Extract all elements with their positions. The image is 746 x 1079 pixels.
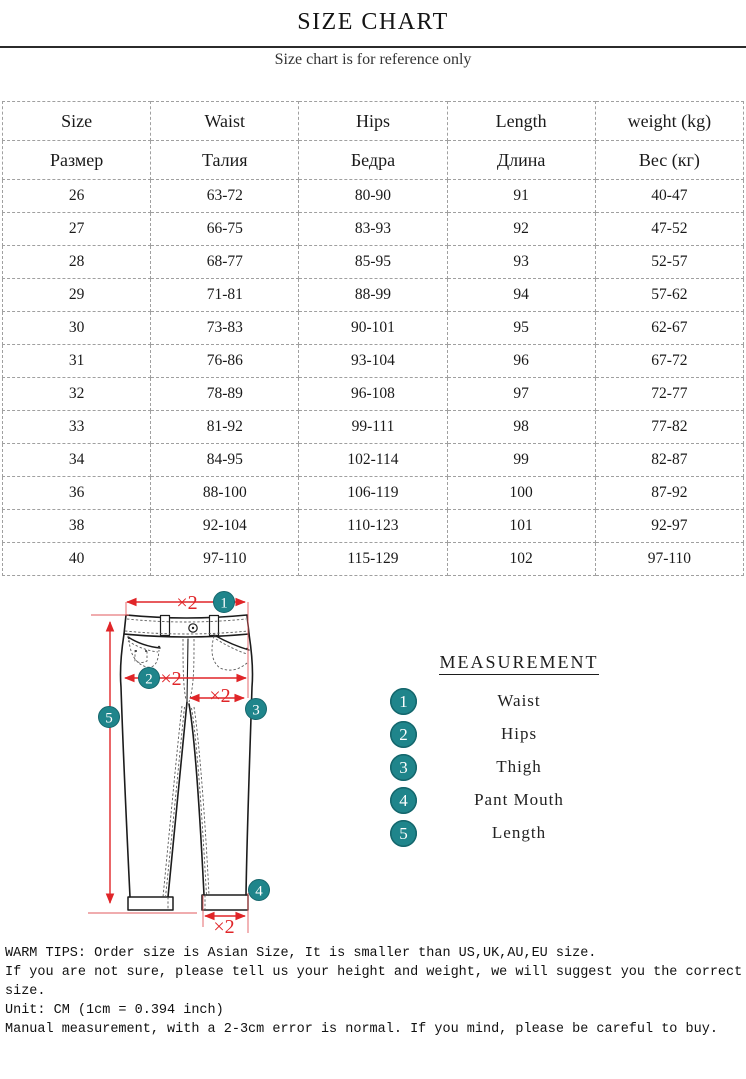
- size-table-header-cell-ru: Талия: [151, 141, 299, 180]
- legend-number-badge: 1: [390, 688, 417, 715]
- header-row-english: [3, 102, 744, 141]
- waist-x2-label: ×2: [176, 592, 198, 614]
- size-table-cell: 92-97: [595, 510, 743, 543]
- legend-item-length: [388, 820, 650, 847]
- table-row: [3, 378, 744, 411]
- size-table-header-cell-ru: Вес (кг): [595, 141, 743, 180]
- belt-loop: [210, 616, 219, 636]
- measurement-legend-heading: [388, 652, 650, 675]
- warm-tips: [5, 944, 745, 1039]
- waist-button-dot: [192, 627, 194, 629]
- size-table-header-cell: Waist: [151, 102, 299, 141]
- size-table-cell: 31: [3, 345, 151, 378]
- left-cuff: [128, 897, 173, 910]
- table-row: [3, 180, 744, 213]
- size-table-cell: 99: [447, 444, 595, 477]
- size-table-cell: 92-104: [151, 510, 299, 543]
- pants-outline-art: [120, 615, 252, 910]
- legend-number-badge: 3: [390, 754, 417, 781]
- legend-item-label: Thigh: [496, 757, 542, 776]
- legend-number-badge: 4: [390, 787, 417, 814]
- left-inseam: [168, 702, 187, 897]
- legend-item-hips: [388, 721, 650, 748]
- size-table-header-cell-ru: Бедра: [299, 141, 447, 180]
- legend-item-thigh: [388, 754, 650, 781]
- marker-4: 4: [255, 883, 263, 900]
- measurement-legend-heading-text: MEASUREMENT: [439, 652, 598, 675]
- size-table-header-cell: Size: [3, 102, 151, 141]
- size-table-cell: 93: [447, 246, 595, 279]
- warm-tips-line: size.: [5, 984, 46, 999]
- pants-stitching: [125, 619, 248, 910]
- size-table-cell: 40: [3, 543, 151, 576]
- legend-item-waist: [388, 688, 650, 715]
- legend-item-label: Length: [491, 823, 547, 842]
- size-table-cell: 67-72: [595, 345, 743, 378]
- size-table-cell: 88-100: [151, 477, 299, 510]
- legend-item-label: Hips: [500, 724, 538, 743]
- marker-5: 5: [105, 710, 113, 727]
- table-row: [3, 543, 744, 576]
- size-table-cell: 52-57: [595, 246, 743, 279]
- belt-loop: [161, 616, 170, 636]
- size-table-cell: 26: [3, 180, 151, 213]
- size-table-cell: 80-90: [299, 180, 447, 213]
- table-row: [3, 444, 744, 477]
- right-outer-seam: [246, 634, 253, 895]
- size-table-cell: 106-119: [299, 477, 447, 510]
- size-table-cell: 100: [447, 477, 595, 510]
- size-table-cell: 83-93: [299, 213, 447, 246]
- legend-number-badge: 5: [390, 820, 417, 847]
- size-table-cell: 88-99: [299, 279, 447, 312]
- legend-number-badge: 2: [390, 721, 417, 748]
- size-table-cell: 102-114: [299, 444, 447, 477]
- waistband: [124, 615, 249, 637]
- legend-item-label: Waist: [497, 691, 541, 710]
- size-table-cell: 28: [3, 246, 151, 279]
- size-table-cell: 97: [447, 378, 595, 411]
- size-table-cell: 101: [447, 510, 595, 543]
- size-table-header-cell: Length: [447, 102, 595, 141]
- size-table-cell: 76-86: [151, 345, 299, 378]
- table-row: [3, 312, 744, 345]
- marker-3: 3: [252, 702, 260, 719]
- thigh-x2-label: ×2: [209, 685, 231, 707]
- size-table-header-cell-ru: Длина: [447, 141, 595, 180]
- left-outer-seam: [120, 634, 130, 897]
- table-row: [3, 510, 744, 543]
- size-table-cell: 57-62: [595, 279, 743, 312]
- table-row: [3, 213, 744, 246]
- size-table-cell: 40-47: [595, 180, 743, 213]
- size-table-cell: 72-77: [595, 378, 743, 411]
- page-subtitle: Size chart is for reference only: [274, 51, 472, 68]
- size-table-cell: 92: [447, 213, 595, 246]
- warm-tips-line: WARM TIPS: Order size is Asian Size, It is smaller than US,UK,AU,EU size.: [5, 946, 597, 961]
- size-table-cell: 47-52: [595, 213, 743, 246]
- size-table-cell: 81-92: [151, 411, 299, 444]
- size-table-cell: 33: [3, 411, 151, 444]
- size-table-cell: 73-83: [151, 312, 299, 345]
- marker-1: 1: [220, 595, 228, 612]
- measurement-hairlines: [88, 602, 248, 933]
- size-table-cell: 30: [3, 312, 151, 345]
- size-table-cell: 82-87: [595, 444, 743, 477]
- size-table-cell: 71-81: [151, 279, 299, 312]
- right-cuff: [202, 895, 248, 910]
- fly-center-line: [187, 639, 188, 701]
- measurement-legend: [388, 652, 650, 853]
- size-table-cell: 27: [3, 213, 151, 246]
- size-table-cell: 97-110: [151, 543, 299, 576]
- size-table-cell: 93-104: [299, 345, 447, 378]
- size-table-cell: 115-129: [299, 543, 447, 576]
- table-row: [3, 279, 744, 312]
- legend-item-label: Pant Mouth: [474, 790, 564, 809]
- measurement-legend-items: [388, 688, 650, 847]
- page-title: SIZE CHART: [297, 9, 449, 35]
- table-row: [3, 411, 744, 444]
- size-table-cell: 78-89: [151, 378, 299, 411]
- size-table-cell: 96-108: [299, 378, 447, 411]
- size-table-cell: 95: [447, 312, 595, 345]
- size-table-cell: 77-82: [595, 411, 743, 444]
- header-row-russian: [3, 141, 744, 180]
- size-table-cell: 84-95: [151, 444, 299, 477]
- size-table-cell: 34: [3, 444, 151, 477]
- size-table-cell: 63-72: [151, 180, 299, 213]
- size-table-cell: 38: [3, 510, 151, 543]
- size-table-cell: 110-123: [299, 510, 447, 543]
- warm-tips-line: Unit: CM (1cm = 0.394 inch): [5, 1003, 224, 1018]
- size-table-cell: 99-111: [299, 411, 447, 444]
- table-row: [3, 246, 744, 279]
- right-inseam: [189, 704, 204, 895]
- size-table-cell: 90-101: [299, 312, 447, 345]
- pants-measurement-diagram: [0, 575, 350, 950]
- size-table-cell: 68-77: [151, 246, 299, 279]
- marker-2: 2: [145, 671, 153, 688]
- size-table-cell: 98: [447, 411, 595, 444]
- size-table-cell: 94: [447, 279, 595, 312]
- size-table-header-cell: weight (kg): [595, 102, 743, 141]
- size-table-cell: 29: [3, 279, 151, 312]
- title-divider: [0, 46, 746, 48]
- size-table-cell: 96: [447, 345, 595, 378]
- size-table-cell: 97-110: [595, 543, 743, 576]
- size-table-cell: 91: [447, 180, 595, 213]
- size-table-cell: 85-95: [299, 246, 447, 279]
- warm-tips-line: Manual measurement, with a 2-3cm error is normal. If you mind, please be careful to buy.: [5, 1022, 718, 1037]
- size-table-header-cell-ru: Размер: [3, 141, 151, 180]
- table-row: [3, 345, 744, 378]
- size-table-cell: 36: [3, 477, 151, 510]
- warm-tips-line: If you are not sure, please tell us your height and weight, we will suggest you the correct: [5, 965, 743, 980]
- size-table-cell: 62-67: [595, 312, 743, 345]
- size-table-header-cell: Hips: [299, 102, 447, 141]
- size-table-head: [3, 102, 744, 180]
- size-table-body: [3, 180, 744, 576]
- size-table-cell: 32: [3, 378, 151, 411]
- left-pocket-opening: [128, 637, 160, 648]
- table-row: [3, 477, 744, 510]
- size-table-cell: 66-75: [151, 213, 299, 246]
- hips-x2-label: ×2: [160, 668, 182, 690]
- size-table-cell: 87-92: [595, 477, 743, 510]
- pant-mouth-x2-label: ×2: [213, 916, 235, 938]
- size-table-cell: 102: [447, 543, 595, 576]
- size-table: [2, 101, 744, 576]
- legend-item-pant-mouth: [388, 787, 650, 814]
